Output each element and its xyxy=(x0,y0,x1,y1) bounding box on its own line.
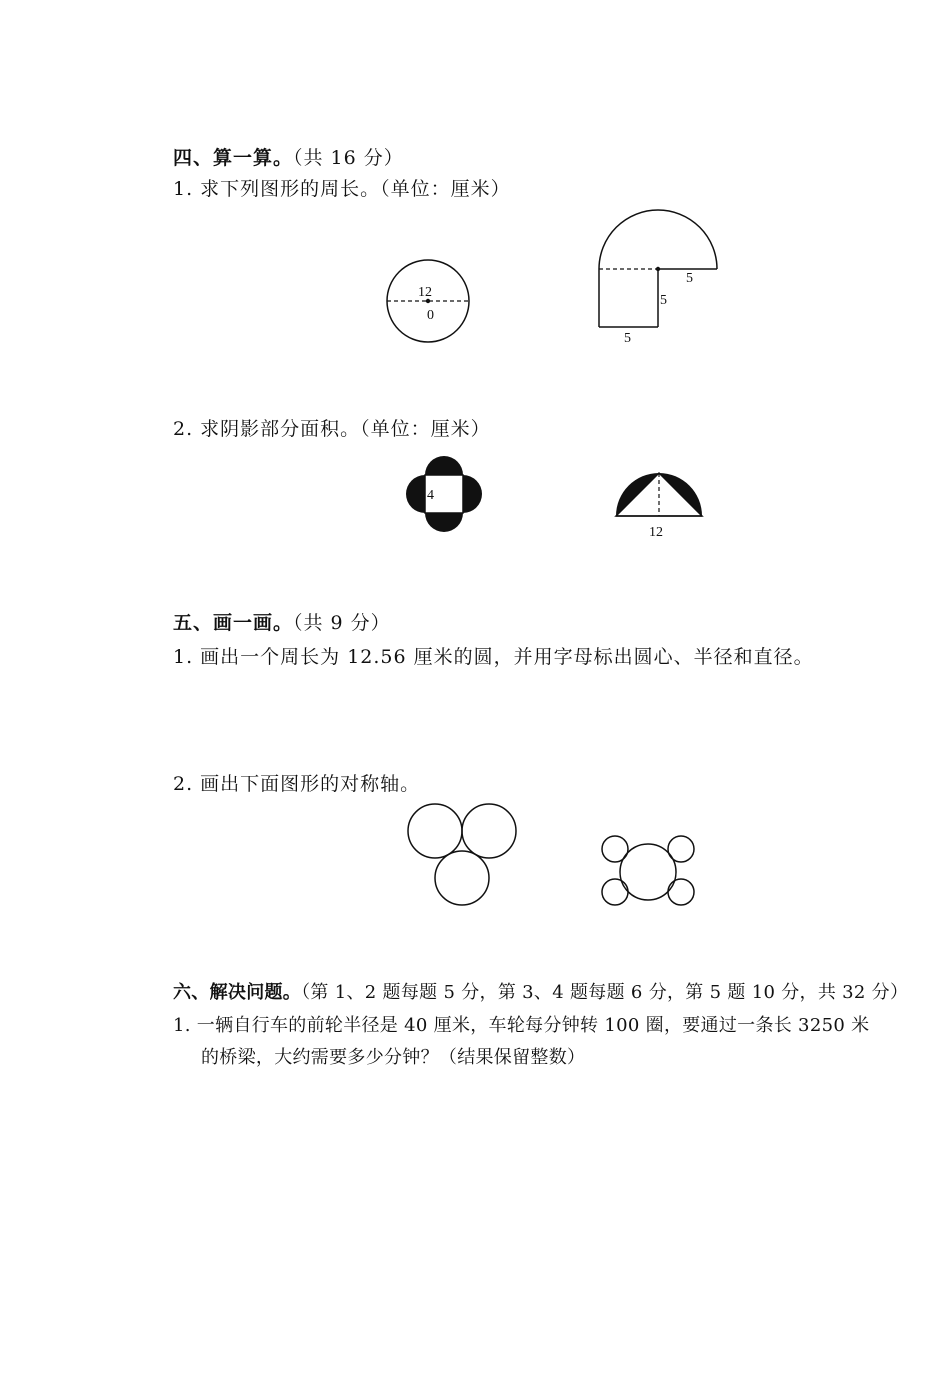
figure-semicircle-square xyxy=(590,200,730,350)
bottom-semicircle xyxy=(425,513,463,532)
square-side-label: 4 xyxy=(427,488,434,503)
section-5-score: （共 9 分） xyxy=(293,612,391,634)
section-6-question-1-line-1: 1. 一辆自行车的前轮半径是 40 厘米，车轮每分钟转 100 圈，要通过一条长 3250 米 xyxy=(173,1015,870,1036)
section-5-heading xyxy=(173,611,391,635)
section-6-question-1-line-2: 的桥梁，大约需要多少分钟？（结果保留整数） xyxy=(201,1047,586,1068)
section-4-question-1: 1. 求下列图形的周长。（单位：厘米） xyxy=(173,178,511,200)
section-4-question-2: 2. 求阴影部分面积。（单位：厘米） xyxy=(173,418,491,440)
section-5-title: 五、画一画。 xyxy=(173,612,294,634)
section-4-heading xyxy=(173,146,404,170)
section-4-title: 四、算一算。 xyxy=(173,147,294,169)
section-6-heading xyxy=(173,981,908,1005)
small-circle-bottom-left xyxy=(602,879,628,905)
figure-five-circles xyxy=(596,830,701,915)
radius-label: 5 xyxy=(686,271,693,286)
circle-top-right xyxy=(462,804,516,858)
circle-bottom xyxy=(435,851,489,905)
side-label: 5 xyxy=(660,293,667,308)
section-6-title: 六、解决问题。 xyxy=(173,982,302,1003)
base-label: 12 xyxy=(649,525,663,540)
section-6-score: （第 1、2 题每题 5 分，第 3、4 题每题 6 分，第 5 题 10 分，共 32 分） xyxy=(301,982,909,1003)
section-5-question-2: 2. 画出下面图形的对称轴。 xyxy=(173,773,421,795)
top-semicircle xyxy=(425,456,463,475)
figure-three-circles xyxy=(400,798,525,913)
diameter-label-bottom: 0 xyxy=(427,308,434,323)
small-circle-top-left xyxy=(602,836,628,862)
semicircle-center-dot xyxy=(656,267,660,271)
circle-top-left xyxy=(408,804,462,858)
small-circle-top-right xyxy=(668,836,694,862)
figure-circle-diameter xyxy=(380,255,480,350)
bottom-label: 5 xyxy=(624,331,631,346)
figure-square-four-semicircles xyxy=(398,448,490,540)
figure-semicircle-triangle xyxy=(610,462,710,544)
section-5-question-1: 1. 画出一个周长为 12.56 厘米的圆，并用字母标出圆心、半径和直径。 xyxy=(173,646,814,668)
left-semicircle xyxy=(406,475,425,513)
section-4-score: （共 16 分） xyxy=(293,147,404,169)
small-circle-bottom-right xyxy=(668,879,694,905)
diameter-label-top: 12 xyxy=(418,285,432,300)
right-semicircle xyxy=(463,475,482,513)
semicircle-arc xyxy=(599,210,717,269)
